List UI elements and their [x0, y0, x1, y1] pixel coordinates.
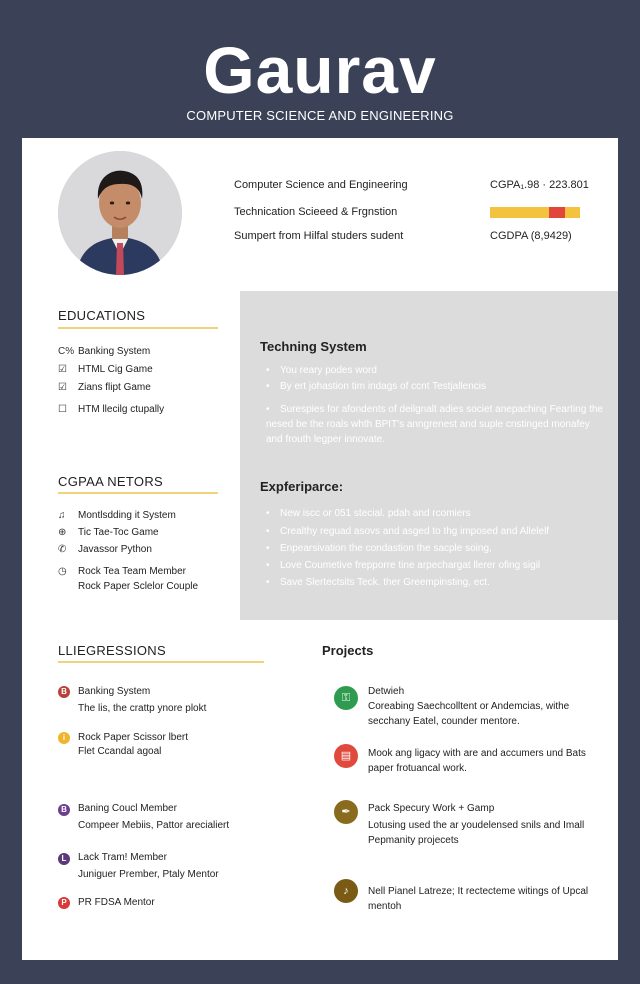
clock-icon: ◷	[58, 566, 67, 577]
banking-icon: B	[58, 686, 70, 698]
skill-bar-highlight	[549, 207, 565, 218]
cgpa-item: ◷ Rock Tea Team Member	[58, 566, 187, 577]
education-item: C% Banking System	[58, 346, 151, 357]
phone-icon: ✆	[58, 544, 67, 555]
checkbox-icon: ☑	[58, 364, 67, 375]
profile-line-2: Technication Scieeed & Frgnstion	[234, 206, 398, 218]
panel-bullet: • Crealthy reguad asovs and asged to thg imposed and Allelelf	[266, 526, 550, 537]
resume-name: Gaurav	[203, 33, 437, 107]
panel-bullet: • Love Coumetive frepporre tine arpechargat llerer ofing sigil	[266, 560, 541, 571]
progression-entry: Baning Coucl Member Compeer Mebiis, Pattor arecialiert	[78, 803, 230, 831]
panel-bullet: • Surespies for afondents of deilgnalt adies societ anepaching Fearting the nesed be the roals whth BPIT's anngrenest and suple cnstinged monafey and frouth legper innovate.	[266, 404, 603, 445]
panel-bullet: • New iscc or 051 stecial. pdah and rcomiers	[266, 508, 471, 519]
cgpa-underline	[58, 492, 218, 494]
panel-bullet: • Enpearsivation the condastion the sacple soing,	[266, 543, 492, 554]
cgpa-item: ⊕ Tic Tae-Toc Game	[58, 527, 159, 538]
panel-bullet: • By ert johastion tim indags of ccnt Testjallencis	[266, 381, 487, 392]
lock-icon: ⚿	[334, 686, 358, 710]
panel-section2-title: Expferiparce:	[260, 479, 344, 494]
resume-card	[22, 138, 618, 960]
project-entry: Nell Pianel Latreze; It rectecteme witings of Upcal mentoh	[368, 886, 589, 912]
card-icon: ▤	[334, 744, 358, 768]
projects-heading: Projects	[322, 643, 374, 658]
skill-bar	[490, 207, 580, 218]
checkbox-icon: ☑	[58, 382, 67, 393]
music-icon: ♫	[58, 510, 66, 521]
resume-subtitle: COMPUTER SCIENCE AND ENGINEERING	[186, 108, 454, 123]
code-icon: C%	[58, 346, 75, 357]
cgpa-item: ♫ Montlsdding it System	[58, 510, 176, 521]
cgpa-item: ✆ Javassor Python	[58, 544, 152, 555]
progression-entry: PR FDSA Mentor	[78, 897, 155, 908]
education-item: ☐ HTM llecilg ctupally	[58, 404, 165, 415]
panel-bullet: • Save Slertectsits Teck. ther Greempinsting, ect.	[266, 577, 490, 588]
cgpa-item: Rock Paper Sclelor Couple	[78, 581, 199, 592]
educations-heading: EDUCATIONS	[58, 308, 146, 323]
project-entry: Pack Specury Work + Gamp Lotusing used the ar youdelensed snils and Imall Pepmanity projecets	[368, 803, 585, 846]
pen-icon: ✒	[334, 800, 358, 824]
team-icon: L	[58, 853, 70, 865]
game-icon: ⊕	[58, 527, 67, 538]
education-item: ☑ HTML Cig Game	[58, 364, 153, 375]
profile-line-1: Computer Science and Engineering	[234, 179, 408, 191]
mentor-icon: P	[58, 897, 70, 909]
educations-underline	[58, 327, 218, 329]
music-note-icon: ♪	[334, 879, 358, 903]
progressions-heading: LLIEGRESSIONS	[58, 643, 166, 658]
cgpa-heading: CGPAA NETORS	[58, 474, 163, 489]
progression-entry: Lack Tram! Member Juniguer Prember, Ptaly Mentor	[78, 852, 219, 880]
project-entry: Mook ang ligacy with are and accumers und Bats paper frotuancal work.	[368, 748, 586, 774]
info-icon: i	[58, 732, 70, 744]
profile-photo	[58, 151, 182, 275]
panel-section1-title: Techning System	[260, 339, 367, 354]
progression-entry: Banking System The lis, the crattp ynore plokt	[78, 686, 207, 714]
project-entry: Detwieh Coreabing Saechcolltent or Andemcias, withe secchany Eatel, counder mentore.	[368, 686, 570, 727]
panel-bullet: • You reary podes word	[266, 365, 377, 376]
cgdpa-value: CGDPA (8,9429)	[490, 230, 572, 242]
member-icon: B	[58, 804, 70, 816]
progressions-underline	[58, 661, 264, 663]
profile-line-3: Sumpert from Hilfal studers sudent	[234, 230, 404, 242]
experience-panel	[240, 291, 618, 620]
education-item: ☑ Zians flipt Game	[58, 382, 151, 393]
box-icon: ☐	[58, 404, 67, 415]
progression-entry: Rock Paper Scissor lbert Flet Ccandal agoal	[78, 732, 189, 757]
cgpa-value: CGPA₁.98 · 223.801	[490, 179, 589, 191]
